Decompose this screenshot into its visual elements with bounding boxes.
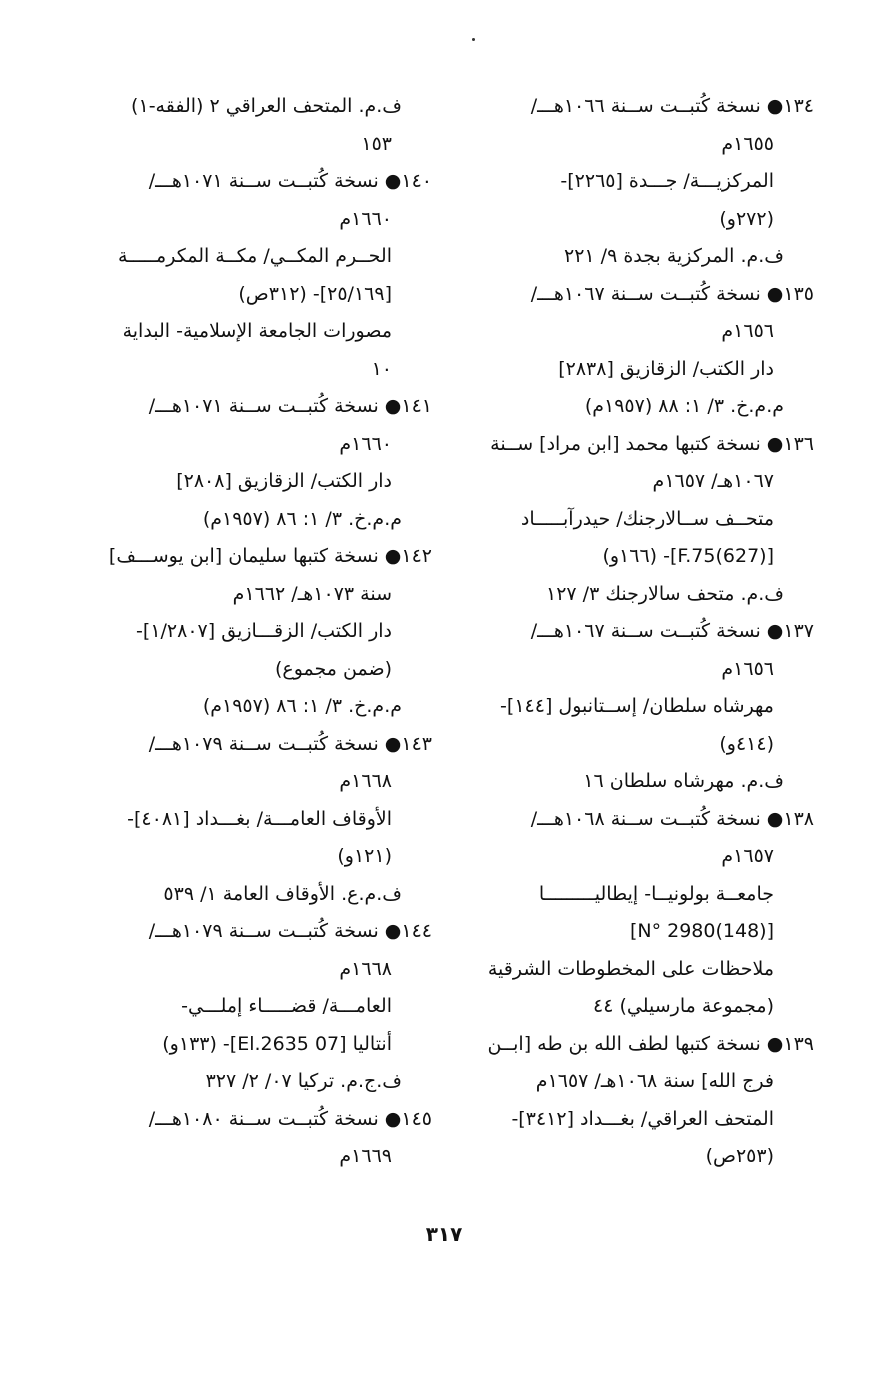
text-line: ١٦٦٠م	[339, 432, 392, 455]
text-line: العامـــة/ قضـــــاء إملـــي-	[181, 995, 392, 1017]
text-line: ١٥٣	[361, 132, 392, 155]
text-line: ١٦٥٧م	[721, 845, 774, 867]
text-line: المركزيـــة/ جـــدة [٢٢٦٥]-	[560, 170, 774, 192]
text-line: سنة ١٠٧٣هـ/ ١٦٦٢م	[232, 582, 392, 605]
text-line: جامعــة بولونيــا- إيطاليـــــــــا	[538, 882, 774, 905]
reference-line: ف.م. متحف سالارجنك ٣/ ١٢٧	[545, 582, 784, 605]
scan-speck	[472, 38, 475, 41]
entry-heading-line: ١٣٥● نسخة كُتبــت ســنة ١٠٦٧هـــ/	[530, 282, 814, 305]
entry-heading-line: ١٤١● نسخة كُتبــت ســنة ١٠٧١هـــ/	[148, 395, 432, 417]
text-line: فرج الله] سنة ١٠٦٨هـ/ ١٦٥٧م	[535, 1070, 774, 1092]
text-line: دار الكتب/ الزقـــازيق [١/٢٨٠٧]-	[136, 620, 392, 642]
text-line: (٤١٤و)	[719, 732, 774, 755]
reference-line: م.م.خ. ٣/ ١: ٨٨ (١٩٥٧م)	[584, 395, 784, 417]
reference-line: م.م.خ. ٣/ ١: ٨٦ (١٩٥٧م)	[202, 507, 402, 530]
text-line: ١٦٦٨م	[339, 957, 392, 980]
text-line: ١٦٥٦م	[721, 657, 774, 680]
text-line: دار الكتب/ الزقازيق [٢٨٠٨]	[176, 470, 392, 492]
reference-line: ف.م. المركزية بجدة ٩/ ٢٢١	[564, 245, 784, 267]
reference-line: ف.م.ع. الأوقاف العامة ١/ ٥٣٩	[163, 882, 402, 905]
text-line: ١٦٥٦م	[721, 320, 774, 342]
reference-line: ف.ج.م. تركيا ٠٧/ ٢/ ٣٢٧	[205, 1070, 402, 1092]
text-line: ملاحظات على المخطوطات الشرقية	[487, 957, 774, 980]
entry-heading-line: ١٣٩● نسخة كتبها لطف الله بن طه [ابــن	[487, 1032, 814, 1055]
text-line: [٢٥/١٦٩]- (٣١٢ص)	[238, 282, 392, 305]
text-line: (١٢١و)	[337, 845, 392, 867]
text-line: دار الكتب/ الزقازيق [٢٨٣٨]	[558, 357, 774, 380]
entry-heading-line: ١٤٥● نسخة كُتبــت ســنة ١٠٨٠هـــ/	[148, 1107, 432, 1130]
entry-heading-line: ١٣٤● نسخة كُتبــت ســنة ١٠٦٦هـــ/	[530, 95, 814, 117]
text-line: (مجموعة مارسيلي) ٤٤	[592, 995, 774, 1017]
text-line: الحــرم المكــي/ مكــة المكرمـــــة	[118, 245, 392, 267]
reference-line: ف.م. مهرشاه سلطان ١٦	[583, 770, 784, 792]
text-line: أنتاليا [07 El.2635]- (١٣٣و)	[162, 1032, 392, 1055]
reference-line: ف.م. المتحف العراقي ٢ (الفقه-١)	[131, 95, 402, 117]
entry-heading-line: ١٤٠● نسخة كُتبــت ســنة ١٠٧١هـــ/	[148, 170, 432, 192]
left-column	[82, 88, 432, 1176]
entry-heading-line: ١٤٢● نسخة كتبها سليمان [ابن يوســـف]	[108, 545, 432, 567]
text-line: متحــف ســالارجنك/ حيدرآبـــــاد	[520, 507, 774, 530]
text-line: ١٦٥٥م	[721, 132, 774, 155]
text-line: (٢٥٣ص)	[705, 1145, 774, 1167]
text-line: المتحف العراقي/ بغـــداد [٣٤١٢]-	[511, 1107, 774, 1130]
page-number: ٣١٧	[425, 1222, 463, 1246]
entry-heading-line: ١٤٤● نسخة كُتبــت ســنة ١٠٧٩هـــ/	[148, 920, 432, 942]
text-line: [(148)N° 2980]	[629, 920, 774, 942]
text-line: ١٦٦٨م	[339, 770, 392, 792]
text-line: (ضمن مجموع)	[274, 657, 392, 680]
text-line: مصورات الجامعة الإسلامية- البداية	[122, 320, 392, 342]
text-line: مهرشاه سلطان/ إســتانبول [١٤٤]-	[500, 695, 774, 717]
entry-heading-line: ١٤٣● نسخة كُتبــت ســنة ١٠٧٩هـــ/	[148, 732, 432, 755]
text-line: (٢٧٢و)	[719, 207, 774, 230]
entry-heading-line: ١٣٦● نسخة كتبها محمد [ابن مراد] ســنة	[490, 432, 814, 455]
entry-heading-line: ١٣٨● نسخة كُتبــت ســنة ١٠٦٨هـــ/	[530, 807, 814, 830]
right-column	[470, 88, 814, 1176]
text-line: ١٠	[371, 357, 392, 380]
text-line: الأوقاف العامـــة/ بغـــداد [٤٠٨١]-	[127, 807, 392, 830]
text-line: ١٠٦٧هـ/ ١٦٥٧م	[652, 470, 774, 492]
entry-heading-line: ١٣٧● نسخة كُتبــت ســنة ١٠٦٧هـــ/	[530, 620, 814, 642]
text-line: [(627)F.75]- (١٦٦و)	[602, 545, 774, 567]
reference-line: م.م.خ. ٣/ ١: ٨٦ (١٩٥٧م)	[202, 695, 402, 717]
text-line: ١٦٦٩م	[339, 1145, 392, 1167]
text-line: ١٦٦٠م	[339, 207, 392, 230]
